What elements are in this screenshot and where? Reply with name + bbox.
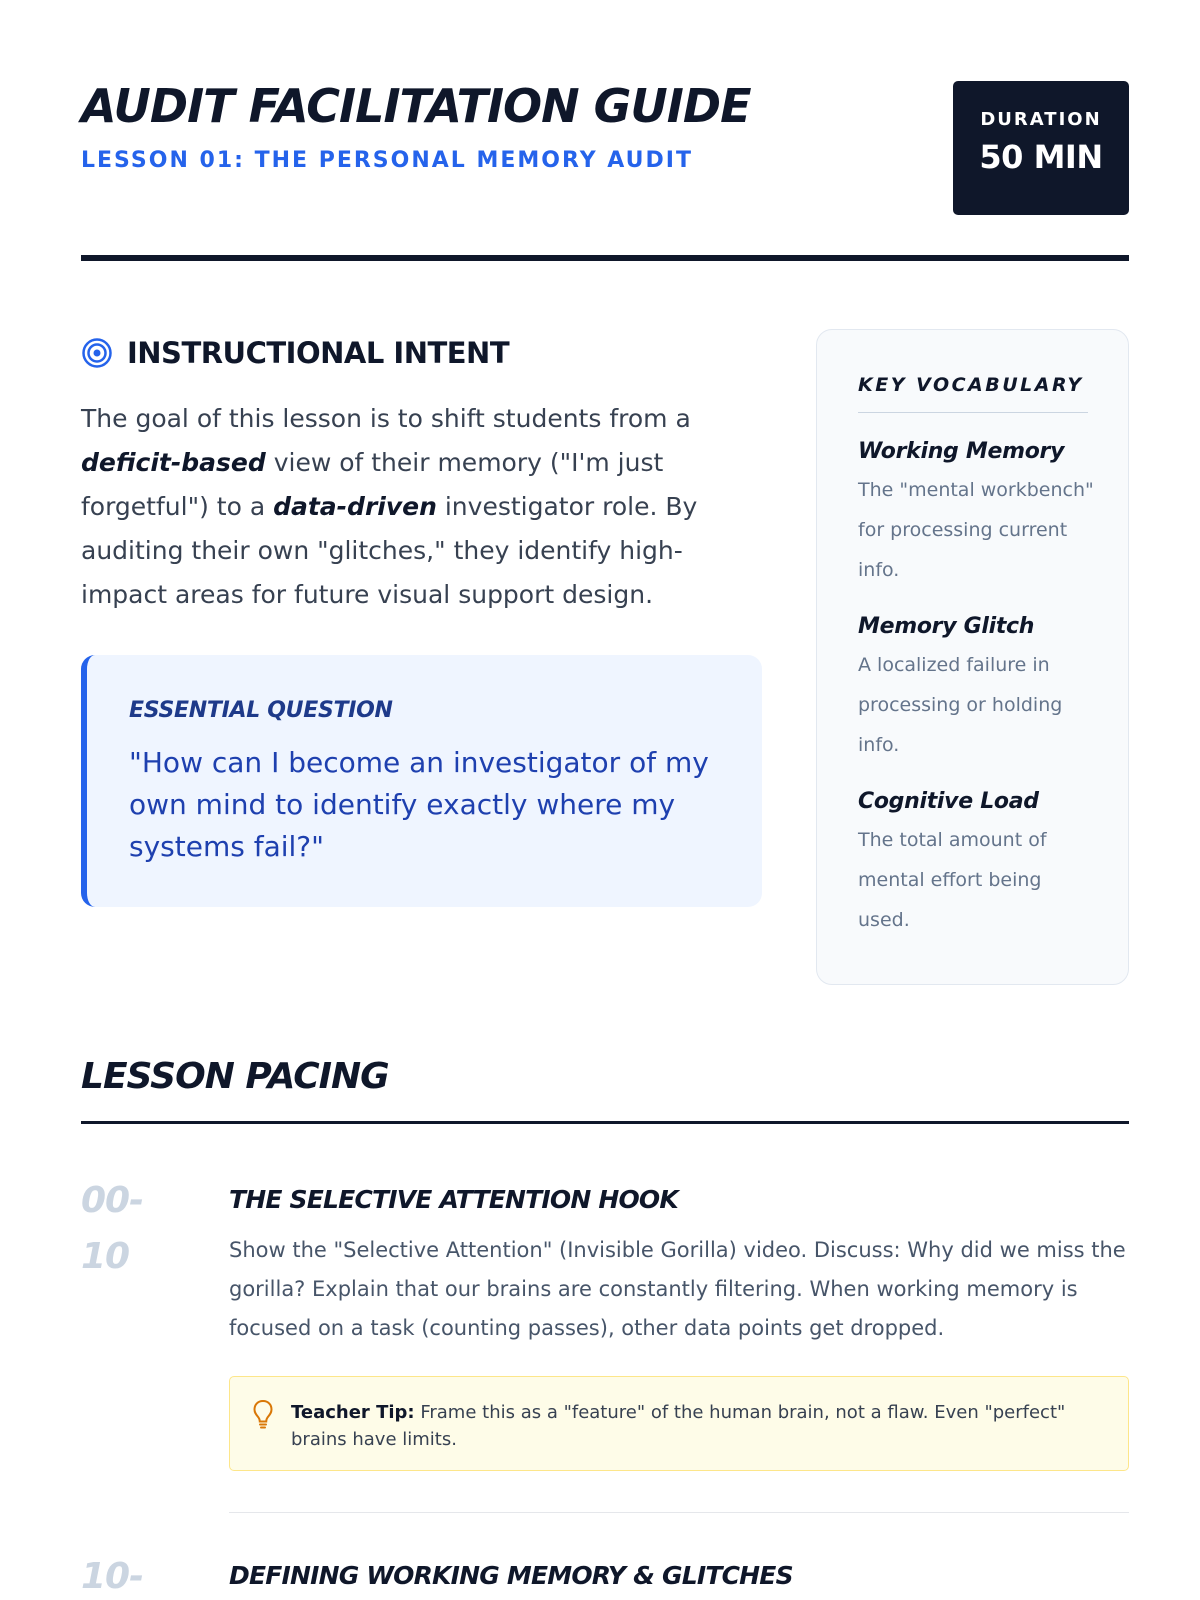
essential-question-text: "How can I become an investigator of my own mind to identify exactly where my systems fail?" xyxy=(129,746,709,863)
intent-text-1: The goal of this lesson is to shift students from a xyxy=(81,404,691,433)
essential-question-callout xyxy=(81,655,762,907)
duration-value: 50 MIN xyxy=(979,138,1103,176)
vocab-item-working-memory xyxy=(858,434,1098,590)
intent-heading-text: INSTRUCTIONAL INTENT xyxy=(127,336,510,370)
facilitation-guide-page xyxy=(81,0,1129,1600)
step-description: Show the "Selective Attention" (Invisible Gorilla) video. Discuss: Why did we miss the gorilla? Explain that our brains are constantly filtering. When working memory is focused on a task (counting passes), other data points get dropped. xyxy=(229,1238,1126,1340)
vocab-term: Memory Glitch xyxy=(858,614,1035,639)
teacher-tip-label: Teacher Tip: xyxy=(291,1402,415,1423)
teacher-tip-body: Frame this as a "feature" of the human brain, not a flaw. Even "perfect" brains have limits. xyxy=(291,1402,1066,1450)
duration-label: DURATION xyxy=(980,109,1102,130)
lesson-subtitle: LESSON 01: THE PERSONAL MEMORY AUDIT xyxy=(81,148,693,173)
step-divider xyxy=(229,1512,1129,1513)
vocabulary-divider xyxy=(858,412,1088,413)
vocabulary-title: KEY VOCABULARY xyxy=(858,374,1084,396)
key-vocabulary-panel xyxy=(816,329,1129,985)
pacing-heading: LESSON PACING xyxy=(81,1056,389,1097)
intent-text-2: view of their memory ("I'm just forgetful") to a xyxy=(81,448,664,521)
essential-question-label: ESSENTIAL QUESTION xyxy=(129,698,393,723)
vocab-definition: A localized failure in processing or holding info. xyxy=(858,654,1063,756)
step-time-range: 00- 10 xyxy=(81,1180,144,1277)
step-title: THE SELECTIVE ATTENTION HOOK xyxy=(229,1185,678,1214)
vocab-definition: The "mental workbench" for processing current info. xyxy=(858,479,1094,581)
vocab-item-cognitive-load xyxy=(858,784,1098,940)
vocab-term: Working Memory xyxy=(858,439,1065,464)
guide-header xyxy=(81,78,1129,264)
duration-badge xyxy=(953,81,1129,215)
lightbulb-icon xyxy=(252,1399,274,1429)
intent-emphasis-deficit: deficit-based xyxy=(81,448,266,477)
intent-emphasis-data-driven: data-driven xyxy=(273,492,437,521)
intent-paragraph xyxy=(81,397,731,617)
intent-heading xyxy=(81,333,509,373)
intent-text-3: investigator role. By auditing their own "glitches," they identify high-impact areas for future visual support design. xyxy=(81,492,698,609)
teacher-tip-text xyxy=(291,1399,1111,1453)
vocab-term: Cognitive Load xyxy=(858,789,1039,814)
teacher-tip-callout xyxy=(229,1376,1129,1471)
vocab-item-memory-glitch xyxy=(858,609,1098,765)
step-time-range: 10- xyxy=(81,1556,144,1597)
pacing-divider xyxy=(81,1121,1129,1124)
target-icon xyxy=(81,337,113,369)
header-divider xyxy=(81,255,1129,261)
step-title: DEFINING WORKING MEMORY & GLITCHES xyxy=(229,1561,793,1590)
vocab-definition: The total amount of mental effort being used. xyxy=(858,829,1047,931)
page-title: AUDIT FACILITATION GUIDE xyxy=(81,79,751,133)
